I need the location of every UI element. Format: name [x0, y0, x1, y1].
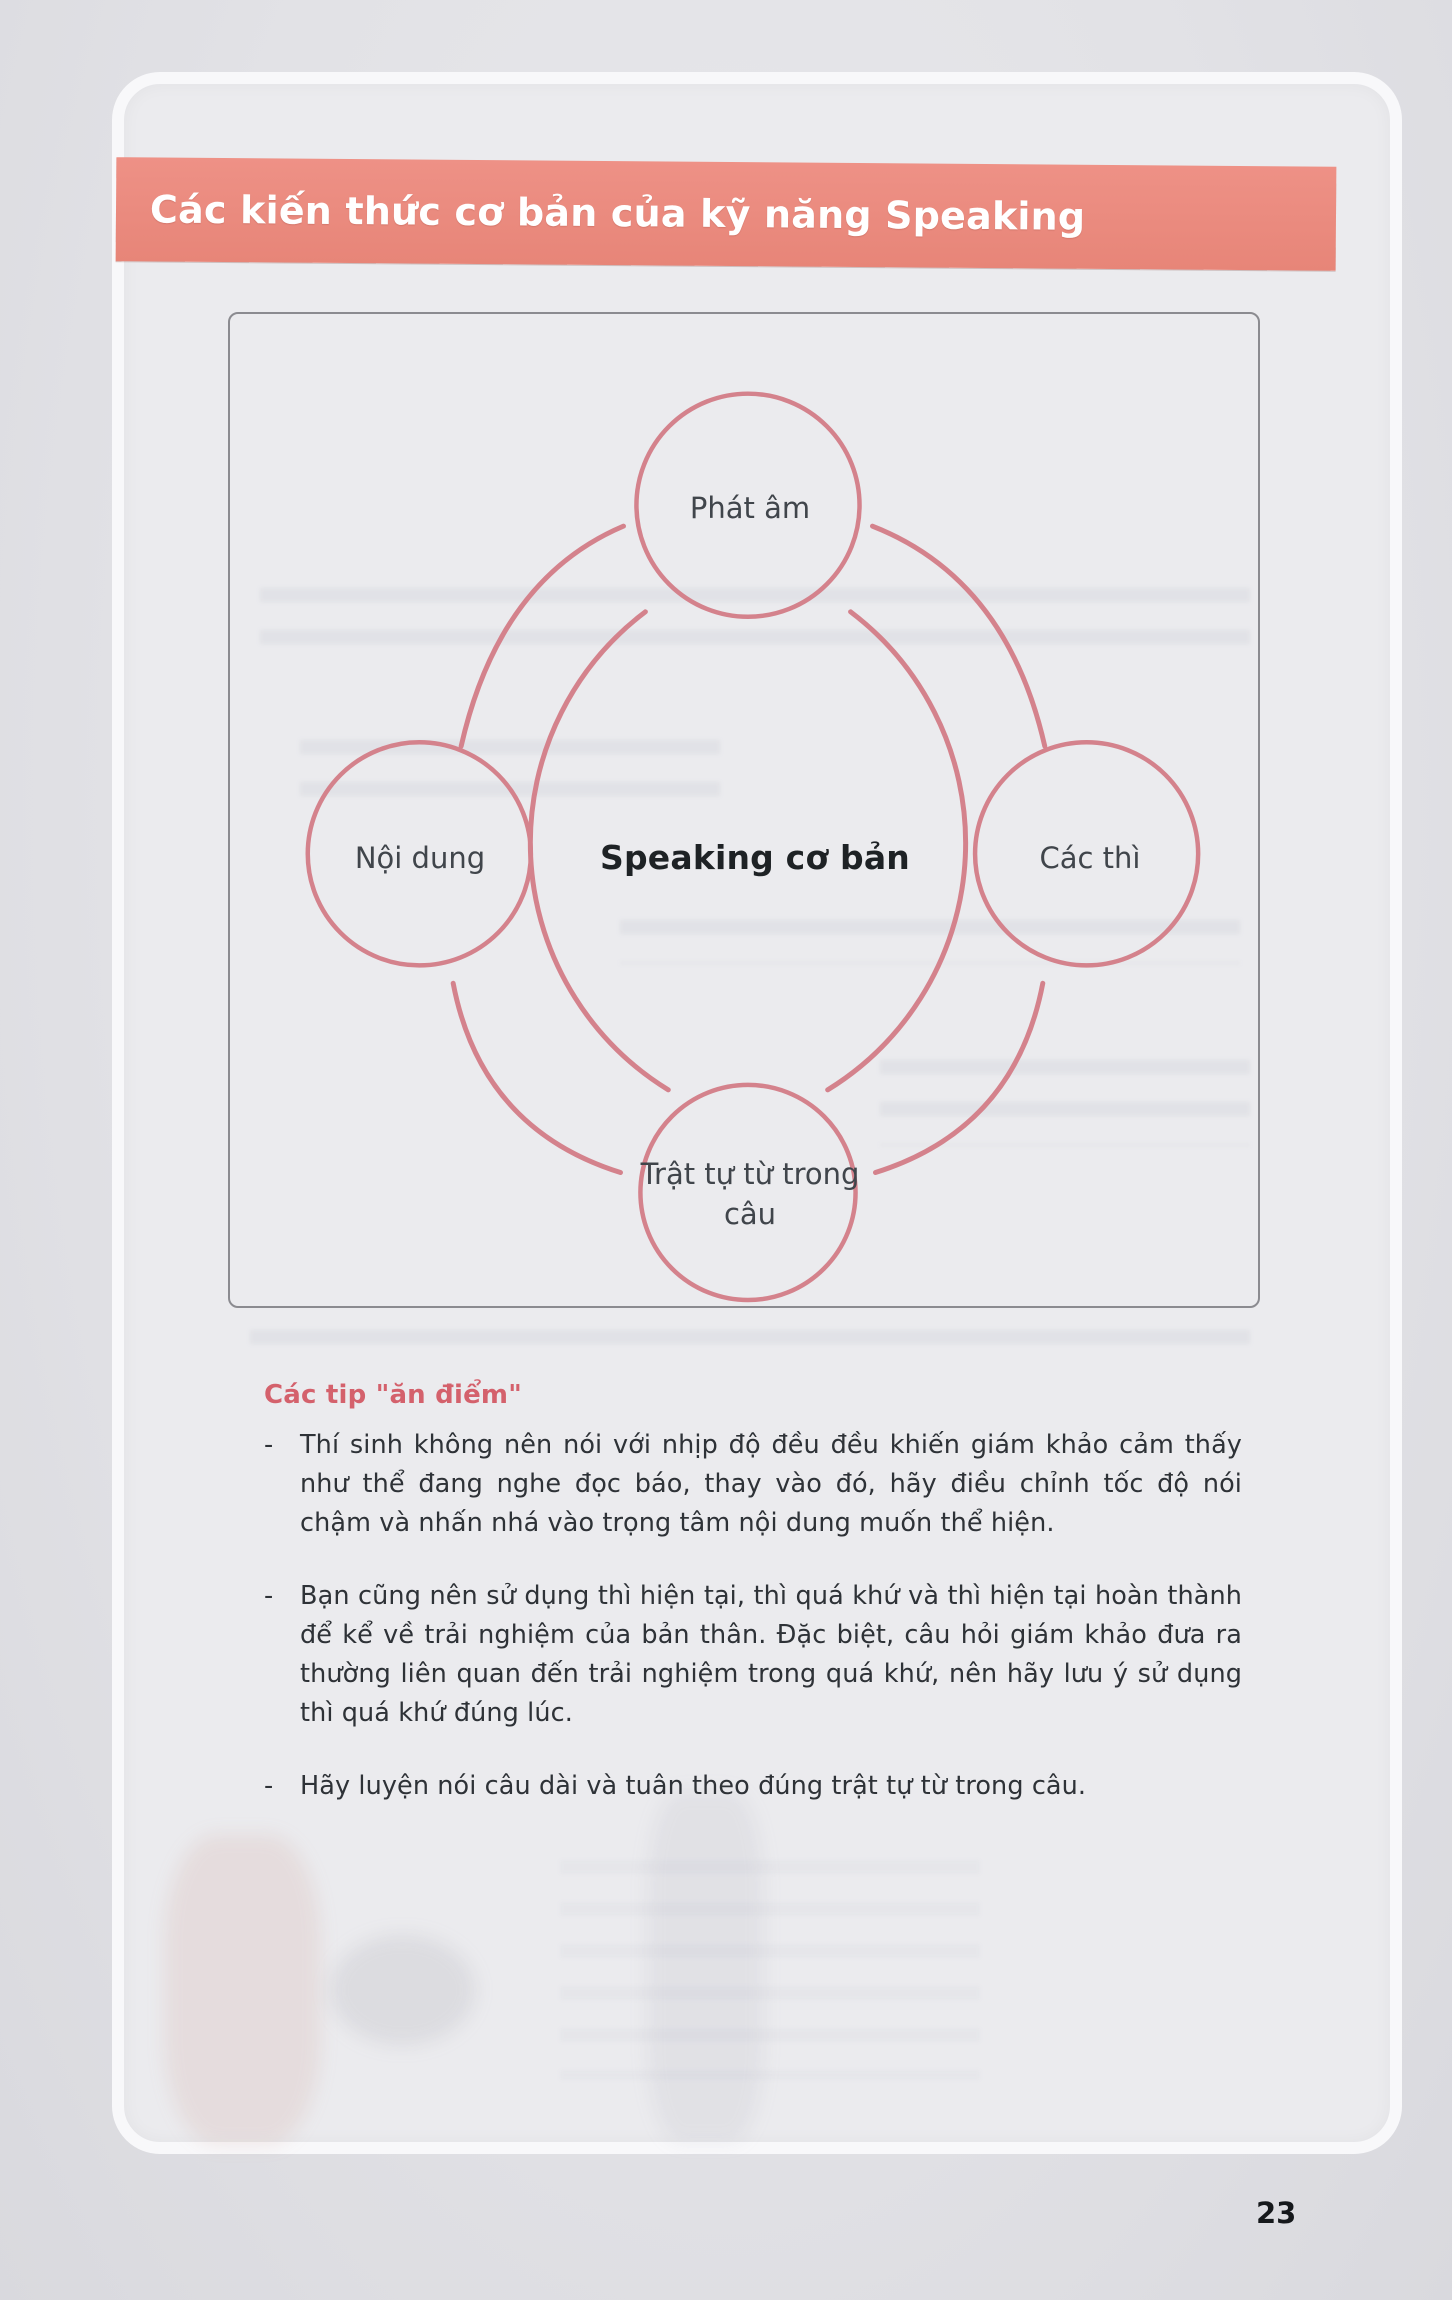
page-number: 23: [1256, 2196, 1297, 2230]
cycle-diagram: [230, 314, 1258, 1306]
bullet-dash: -: [264, 1430, 274, 1460]
tips-section: [264, 1380, 1242, 1840]
tip-text: Bạn cũng nên sử dụng thì hiện tại, thì quá khứ và thì hiện tại hoàn thành để kể về trải nghiệm của bản thân. Đặc biệt, câu hỏi giám khảo đưa ra thường liên quan đến trải nghiệm trong quá khứ, nên hãy lưu ý sử dụng thì quá khứ đúng lúc.: [300, 1581, 1242, 1728]
diagram-center-label: Speaking cơ bản: [599, 838, 910, 877]
diagram-node-phat-am: Phát âm: [689, 491, 811, 525]
bullet-dash: -: [264, 1771, 274, 1801]
node-circle-top: [636, 394, 859, 617]
tip-item: [264, 1577, 1242, 1733]
diagram-panel: [228, 312, 1260, 1308]
node-circle-bottom: [640, 1085, 855, 1300]
section-banner: [116, 157, 1337, 271]
tip-text: Hãy luyện nói câu dài và tuân theo đúng trật tự từ trong câu.: [300, 1771, 1087, 1801]
tip-item: [264, 1767, 1242, 1806]
node-circle-left: [308, 742, 531, 965]
arc-top-left: [461, 526, 623, 746]
arc-top-right: [872, 526, 1044, 746]
tip-text: Thí sinh không nên nói với nhịp độ đều đều khiến giám khảo cảm thấy như thể đang nghe đọc báo, thay vào đó, hãy điều chỉnh tốc độ nói chậm và nhấn nhá vào trọng tâm nội dung muốn thể hiện.: [300, 1430, 1242, 1538]
diagram-node-noi-dung: Nội dung: [354, 841, 486, 875]
node-circle-right: [975, 742, 1198, 965]
arc-bottom-right: [875, 983, 1042, 1172]
tip-item: [264, 1426, 1242, 1543]
section-title: Các kiến thức cơ bản của kỹ năng Speaking: [149, 187, 1086, 239]
arc-inner-right: [828, 612, 966, 1090]
arc-bottom-left: [453, 983, 620, 1172]
diagram-node-cac-thi: Các thì: [1039, 841, 1141, 875]
bullet-dash: -: [264, 1581, 274, 1611]
tips-heading: Các tip "ăn điểm": [264, 1380, 522, 1410]
diagram-node-trat-tu-tu: Trật tự từ trong câu: [640, 1157, 860, 1231]
arc-inner-left: [530, 612, 668, 1090]
